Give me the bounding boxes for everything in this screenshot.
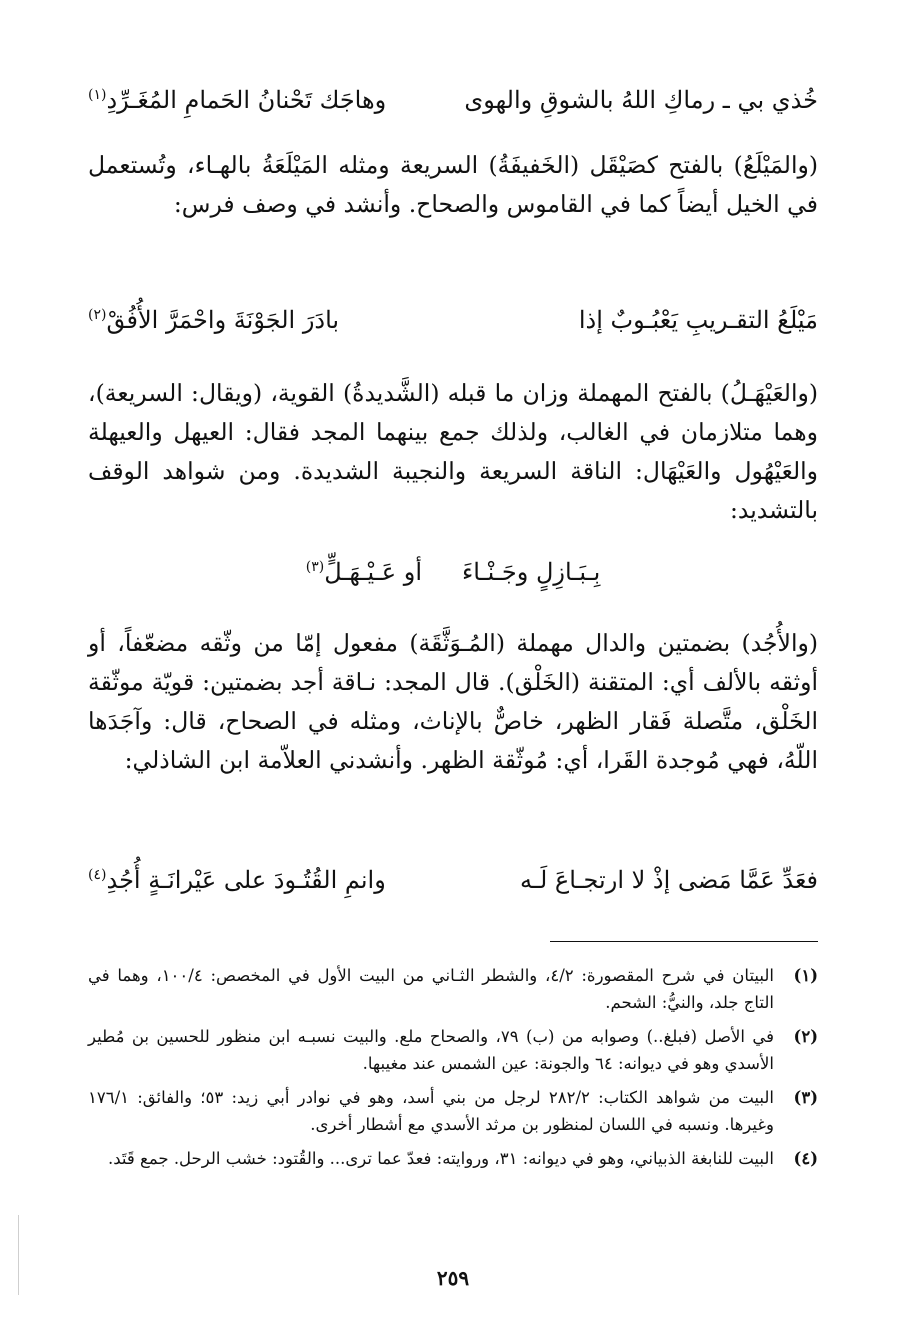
- scan-margin-line: [18, 1215, 19, 1295]
- verse-2-second-hemistich: [88, 302, 339, 338]
- verse-4-second-hemistich: [88, 862, 386, 898]
- footnote-item: [88, 1023, 818, 1077]
- verse-1: [88, 82, 818, 118]
- page-number: ٢٥٩: [436, 1266, 470, 1290]
- paragraph-2: (والعَيْهَـلُ) بالفتح المهملة وزان ما قبله (الشَّديدةُ) القوية، (ويقال: السريعة)، وهما متلازمان في الغالب، ولذلك جمع بينهما المجد فقال: العيهل والعيهلة والعَيْهُول والعَيْهَال: الناقة السريعة والنجيبة الشديدة. ومن شواهد الوقف بالتشديد:: [88, 379, 818, 524]
- paragraph-1: (والمَيْلَعُ) بالفتح كصَيْقَل (الخَفيفَةُ) السريعة ومثله المَيْلَعَةُ بالهـاء، وتُستعمل في الخيل أيضاً كما في القاموس والصحاح. وأنشد في وصف فرس:: [88, 151, 818, 218]
- footnote-marker-2: (٢): [88, 307, 107, 323]
- footnote-text: البيتان في شرح المقصورة: ٤/٢، والشطر الثـاني من البيت الأول في المخصص: ١٠٠/٤، وهما في التاج جلد، والنيُّ: الشحم.: [88, 966, 774, 1012]
- verse-1-second-text: وهاجَك تَحْنانُ الحَمامِ المُغَـرِّدِ: [106, 86, 387, 114]
- footnote-number: (٣): [793, 1088, 818, 1107]
- verse-2: [88, 302, 818, 338]
- verse-4: [88, 862, 818, 898]
- footnote-number: (١): [793, 966, 818, 985]
- verse-2-first-hemistich: مَيْلَعُ التقـريبِ يَعْبُـوبٌ إذا: [578, 306, 818, 334]
- verse-4-second-text: وانمِ القُتُـودَ على عَيْرانَـةٍ أُجُدِ: [106, 866, 386, 894]
- verse-3: [88, 554, 818, 590]
- footnote-marker-1: (١): [88, 87, 107, 103]
- verse-1-first-hemistich: خُذي بي ـ رماكِ اللهُ بالشوقِ والهوى: [464, 86, 818, 114]
- footnotes: [88, 962, 818, 1179]
- footnote-marker-4: (٤): [88, 867, 107, 883]
- footnote-text: البيت للنابغة الذبياني، وهو في ديوانه: ٣١، وروايته: فعدّ عما ترى... والقُتود: خشب الرحل. جمع قَتَد.: [108, 1149, 774, 1168]
- footnote-separator-rule: [550, 941, 818, 942]
- footnote-marker-3: (٣): [305, 559, 325, 575]
- verse-4-first-hemistich: فعَدِّ عَمَّا مَضى إذْ لا ارتجـاعَ لَـه: [520, 866, 818, 894]
- footnote-item: [88, 1084, 818, 1138]
- footnote-item: [88, 962, 818, 1016]
- verse-2-second-text: بادَرَ الجَوْنَةَ واحْمَرَّ الأُفُقْ: [106, 306, 340, 334]
- footnote-number: (٢): [793, 1027, 818, 1046]
- verse-3-second-text: أو عَـيْـهَـلٍّ: [324, 558, 422, 586]
- footnote-text: البيت من شواهد الكتاب: ٢٨٢/٢ لرجل من بني أسد، وهو في نوادر أبي زيد: ٥٣؛ والفائق: ١٧٦/١ وغيرها. ونسبه في اللسان لمنظور بن مرثد الأسدي مع أشطار أخرى.: [88, 1088, 774, 1134]
- paragraph-3: (والأُجُد) بضمتين والدال مهملة (المُـوَثَّقَة) مفعول إمّا من وثّقه مضعّفاً، أو أوثقه بالألف أي: المتقنة (الخَلْق). قال المجد: نـاقة أجد بضمتين: قويّة موثّقة الخَلْق، متَّصلة فَقار الظهر، خاصٌّ بالإناث، ومثله في الصحاح، قال: وآجَدَها اللّهُ، فهي مُوجدة القَرا، أي: مُوثّقة الظهر. وأنشدني العلاّمة ابن الشاذلي:: [88, 629, 818, 774]
- verse-3-second-hemistich: [306, 554, 422, 590]
- footnote-number: (٤): [793, 1149, 818, 1168]
- verse-1-second-hemistich: [88, 82, 386, 118]
- verse-3-first-hemistich: بِـبَـازِلٍ وجَـنْـاءَ: [461, 558, 601, 586]
- footnote-item: [88, 1145, 818, 1172]
- footnote-text: في الأصل (فبلغ..) وصوابه من (ب) ٧٩، والصحاح ملع. والبيت نسبـه ابن منظور للحسين بن مُطير الأسدي وهو في ديوانه: ٦٤ والجونة: عين الشمس عند مغيبها.: [88, 1027, 774, 1073]
